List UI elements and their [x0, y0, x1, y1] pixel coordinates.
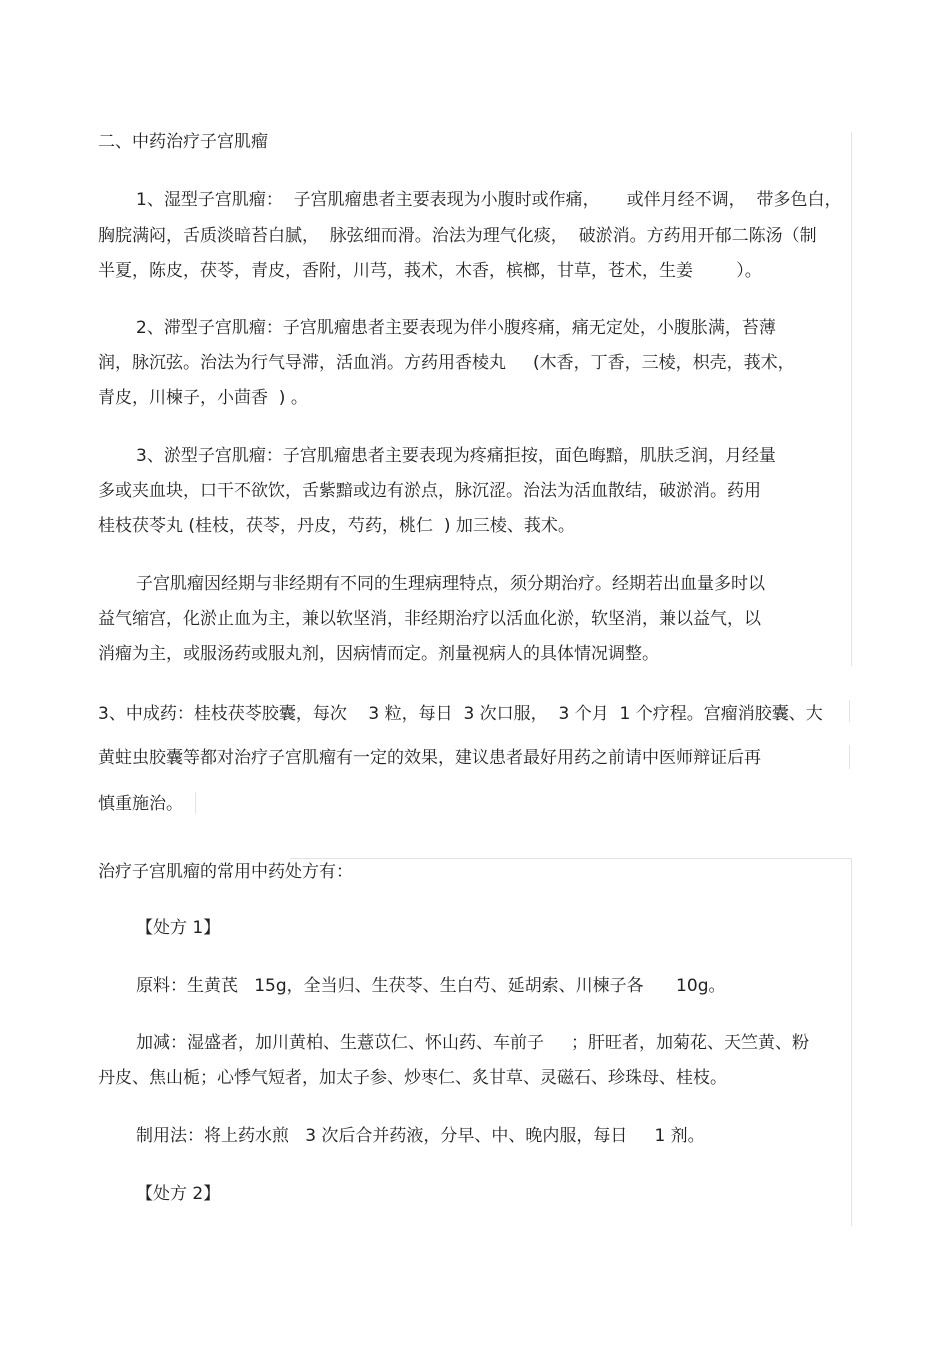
type3-line-1: 3、淤型子宫肌瘤：子宫肌瘤患者主要表现为疼痛拒按，面色晦黯，肌肤乏润，月经量: [136, 446, 776, 466]
frame-rule-short: [195, 792, 196, 814]
section-title: 二、中药治疗子宫肌瘤: [98, 132, 268, 152]
prescription1-modification-1: 加减：湿盛者，加川黄柏、生薏苡仁、怀山药、车前子 ；肝旺者，加菊花、天竺黄、粉: [136, 1033, 810, 1053]
frame-rule-right-bottom: [851, 858, 852, 1226]
type1-line-1: 1、湿型子宫肌瘤： 子宫肌瘤患者主要表现为小腹时或作痛， 或伴月经不调， 带多色白，: [136, 190, 842, 210]
type2-line-2: 润，脉沉弦。治法为行气导滞，活血消。方药用香棱丸 (木香，丁香，三棱，枳壳，莪术，: [98, 353, 795, 373]
type3-line-3: 桂枝茯苓丸 (桂枝，茯苓，丹皮，芍药，桃仁 ) 加三棱、莪术。: [98, 516, 575, 536]
patent-medicine-line-3: 慎重施治。: [98, 794, 183, 814]
prescription2-heading: 【处方 2】: [136, 1184, 221, 1204]
patent-medicine-line-2: 黄蛀虫胶囊等都对治疗子宫肌瘤有一定的效果，建议患者最好用药之前请中医师辩证后再: [98, 748, 761, 768]
patent-medicine-line-1: 3、中成药：桂枝茯苓胶囊，每次 3 粒，每日 3 次口服， 3 个月 1 个疗程。宫瘤消胶囊、大: [98, 704, 823, 724]
prescriptions-intro: 治疗子宫肌瘤的常用中药处方有：: [98, 862, 353, 882]
type2-line-1: 2、滞型子宫肌瘤：子宫肌瘤患者主要表现为伴小腹疼痛，痛无定处，小腹胀满，苔薄: [136, 318, 776, 338]
prescription1-ingredients: 原料：生黄芪 15g，全当归、生茯苓、生白芍、延胡索、川楝子各 10g。: [136, 976, 726, 996]
frame-rule-right-mid-1: [849, 700, 850, 722]
summary-line-3: 消瘤为主，或服汤药或服丸剂，因病情而定。剂量视病人的具体情况调整。: [98, 644, 659, 664]
type1-line-2: 胸脘满闷，舌质淡暗苔白腻， 脉弦细而滑。治法为理气化痰， 破淤消。方药用开郁二陈汤（制: [98, 226, 817, 246]
frame-rule-right-top: [851, 132, 852, 666]
summary-line-1: 子宫肌瘤因经期与非经期有不同的生理病理特点，须分期治疗。经期若出血量多时以: [136, 574, 765, 594]
frame-rule-right-mid-2: [849, 745, 850, 769]
summary-line-2: 益气缩宫，化淤止血为主，兼以软坚消，非经期治疗以活血化淤，软坚消，兼以益气，以: [98, 609, 761, 629]
type2-line-3: 青皮，川楝子，小茴香 ) 。: [98, 388, 308, 408]
frame-rule-top-lower: [290, 858, 852, 859]
type3-line-2: 多或夹血块，口干不欲饮，舌紫黯或边有淤点，脉沉涩。治法为活血散结，破淤消。药用: [98, 481, 761, 501]
prescription1-usage: 制用法：将上药水煎 3 次后合并药液，分早、中、晚内服，每日 1 剂。: [136, 1126, 705, 1146]
type1-line-3: 半夏，陈皮，茯苓，青皮，香附，川芎，莪术，木香，槟榔，甘草，苍术，生姜 ）。: [98, 261, 762, 281]
prescription1-heading: 【处方 1】: [136, 918, 221, 938]
prescription1-modification-2: 丹皮、焦山栀；心悸气短者，加太子参、炒枣仁、炙甘草、灵磁石、珍珠母、桂枝。: [98, 1068, 727, 1088]
